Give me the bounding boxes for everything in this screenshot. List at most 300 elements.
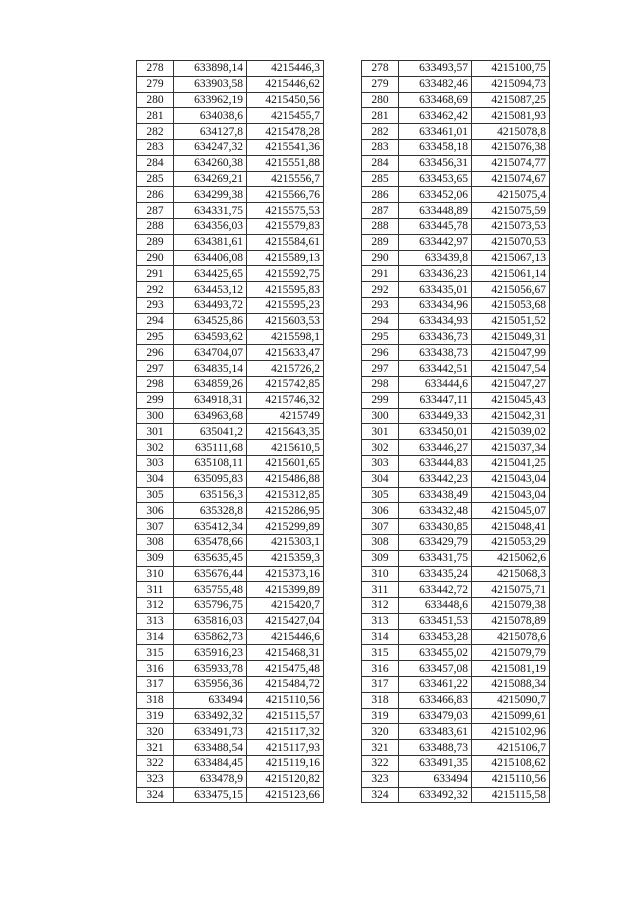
x-coordinate-cell: 634918,31	[174, 392, 247, 408]
table-row	[137, 408, 324, 424]
point-number-cell: 323	[137, 771, 174, 787]
point-number-cell: 323	[362, 771, 399, 787]
table-row	[137, 471, 324, 487]
table-row	[137, 582, 324, 598]
x-coordinate-cell: 633446,27	[399, 440, 472, 456]
point-number-cell: 319	[362, 708, 399, 724]
x-coordinate-cell: 634406,08	[174, 250, 247, 266]
point-number-cell: 301	[137, 424, 174, 440]
table-row	[362, 203, 550, 219]
table-row	[137, 61, 324, 77]
point-number-cell: 281	[137, 108, 174, 124]
table-row	[362, 487, 550, 503]
x-coordinate-cell: 635635,45	[174, 550, 247, 566]
x-coordinate-cell: 633442,51	[399, 361, 472, 377]
point-number-cell: 312	[362, 598, 399, 614]
point-number-cell: 288	[362, 218, 399, 234]
x-coordinate-cell: 633494	[174, 692, 247, 708]
table-row	[362, 692, 550, 708]
point-number-cell: 305	[362, 487, 399, 503]
y-coordinate-cell: 4215299,89	[247, 519, 324, 535]
table-row	[137, 455, 324, 471]
coordinates-table-right	[361, 60, 550, 803]
table-row	[137, 155, 324, 171]
table-row	[137, 629, 324, 645]
coordinates-table-left-body	[137, 61, 324, 803]
point-number-cell: 319	[137, 708, 174, 724]
table-row	[362, 408, 550, 424]
x-coordinate-cell: 633442,97	[399, 234, 472, 250]
x-coordinate-cell: 635916,23	[174, 645, 247, 661]
table-row	[137, 108, 324, 124]
table-row	[137, 139, 324, 155]
x-coordinate-cell: 634331,75	[174, 203, 247, 219]
point-number-cell: 290	[362, 250, 399, 266]
y-coordinate-cell: 4215061,14	[472, 266, 550, 282]
table-row	[362, 92, 550, 108]
x-coordinate-cell: 635676,44	[174, 566, 247, 582]
point-number-cell: 278	[362, 61, 399, 77]
point-number-cell: 321	[362, 740, 399, 756]
x-coordinate-cell: 633458,18	[399, 139, 472, 155]
x-coordinate-cell: 635796,75	[174, 598, 247, 614]
y-coordinate-cell: 4215579,83	[247, 218, 324, 234]
table-row	[362, 376, 550, 392]
y-coordinate-cell: 4215603,53	[247, 313, 324, 329]
table-row	[137, 92, 324, 108]
table-row	[137, 376, 324, 392]
table-row	[362, 61, 550, 77]
y-coordinate-cell: 4215478,28	[247, 124, 324, 140]
y-coordinate-cell: 4215073,53	[472, 218, 550, 234]
point-number-cell: 289	[362, 234, 399, 250]
x-coordinate-cell: 634269,21	[174, 171, 247, 187]
y-coordinate-cell: 4215108,62	[472, 756, 550, 772]
table-row	[362, 471, 550, 487]
x-coordinate-cell: 635108,11	[174, 455, 247, 471]
x-coordinate-cell: 633434,93	[399, 313, 472, 329]
point-number-cell: 284	[362, 155, 399, 171]
y-coordinate-cell: 4215043,04	[472, 471, 550, 487]
table-row	[137, 645, 324, 661]
x-coordinate-cell: 634835,14	[174, 361, 247, 377]
y-coordinate-cell: 4215633,47	[247, 345, 324, 361]
table-row	[362, 155, 550, 171]
point-number-cell: 298	[362, 376, 399, 392]
y-coordinate-cell: 4215049,31	[472, 329, 550, 345]
point-number-cell: 304	[362, 471, 399, 487]
y-coordinate-cell: 4215551,88	[247, 155, 324, 171]
point-number-cell: 289	[137, 234, 174, 250]
point-number-cell: 307	[137, 519, 174, 535]
y-coordinate-cell: 4215589,13	[247, 250, 324, 266]
table-row	[362, 187, 550, 203]
point-number-cell: 314	[137, 629, 174, 645]
x-coordinate-cell: 633455,02	[399, 645, 472, 661]
point-number-cell: 293	[362, 297, 399, 313]
y-coordinate-cell: 4215446,3	[247, 61, 324, 77]
table-row	[137, 550, 324, 566]
point-number-cell: 313	[137, 613, 174, 629]
y-coordinate-cell: 4215427,04	[247, 613, 324, 629]
y-coordinate-cell: 4215746,32	[247, 392, 324, 408]
point-number-cell: 286	[362, 187, 399, 203]
y-coordinate-cell: 4215088,34	[472, 677, 550, 693]
table-row	[137, 661, 324, 677]
y-coordinate-cell: 4215047,27	[472, 376, 550, 392]
point-number-cell: 285	[362, 171, 399, 187]
x-coordinate-cell: 634381,61	[174, 234, 247, 250]
point-number-cell: 322	[362, 756, 399, 772]
coordinates-table-left	[136, 60, 324, 803]
point-number-cell: 282	[137, 124, 174, 140]
x-coordinate-cell: 633461,22	[399, 677, 472, 693]
point-number-cell: 318	[137, 692, 174, 708]
point-number-cell: 297	[137, 361, 174, 377]
table-row	[362, 108, 550, 124]
point-number-cell: 290	[137, 250, 174, 266]
y-coordinate-cell: 4215575,53	[247, 203, 324, 219]
x-coordinate-cell: 633442,23	[399, 471, 472, 487]
point-number-cell: 308	[362, 534, 399, 550]
y-coordinate-cell: 4215455,7	[247, 108, 324, 124]
table-row	[137, 424, 324, 440]
y-coordinate-cell: 4215102,96	[472, 724, 550, 740]
point-number-cell: 296	[137, 345, 174, 361]
table-row	[137, 756, 324, 772]
y-coordinate-cell: 4215595,23	[247, 297, 324, 313]
x-coordinate-cell: 633492,32	[399, 787, 472, 803]
x-coordinate-cell: 633436,73	[399, 329, 472, 345]
x-coordinate-cell: 633448,6	[399, 598, 472, 614]
y-coordinate-cell: 4215450,56	[247, 92, 324, 108]
point-number-cell: 313	[362, 613, 399, 629]
table-row	[362, 613, 550, 629]
y-coordinate-cell: 4215117,32	[247, 724, 324, 740]
x-coordinate-cell: 633456,31	[399, 155, 472, 171]
point-number-cell: 292	[137, 282, 174, 298]
table-row	[362, 139, 550, 155]
y-coordinate-cell: 4215610,5	[247, 440, 324, 456]
table-row	[137, 677, 324, 693]
point-number-cell: 283	[362, 139, 399, 155]
table-row	[362, 250, 550, 266]
table-row	[137, 613, 324, 629]
table-row	[362, 740, 550, 756]
point-number-cell: 302	[362, 440, 399, 456]
x-coordinate-cell: 634260,38	[174, 155, 247, 171]
table-row	[362, 297, 550, 313]
y-coordinate-cell: 4215042,31	[472, 408, 550, 424]
x-coordinate-cell: 635862,73	[174, 629, 247, 645]
x-coordinate-cell: 633453,28	[399, 629, 472, 645]
x-coordinate-cell: 633484,45	[174, 756, 247, 772]
point-number-cell: 299	[137, 392, 174, 408]
y-coordinate-cell: 4215100,75	[472, 61, 550, 77]
y-coordinate-cell: 4215110,56	[247, 692, 324, 708]
table-row	[362, 124, 550, 140]
point-number-cell: 305	[137, 487, 174, 503]
y-coordinate-cell: 4215043,04	[472, 487, 550, 503]
point-number-cell: 312	[137, 598, 174, 614]
table-row	[137, 503, 324, 519]
y-coordinate-cell: 4215468,31	[247, 645, 324, 661]
table-row	[362, 661, 550, 677]
x-coordinate-cell: 634299,38	[174, 187, 247, 203]
table-row	[362, 771, 550, 787]
table-row	[137, 771, 324, 787]
x-coordinate-cell: 633482,46	[399, 76, 472, 92]
point-number-cell: 291	[362, 266, 399, 282]
table-row	[137, 787, 324, 803]
x-coordinate-cell: 633438,73	[399, 345, 472, 361]
y-coordinate-cell: 4215399,89	[247, 582, 324, 598]
x-coordinate-cell: 633429,79	[399, 534, 472, 550]
table-row	[362, 313, 550, 329]
y-coordinate-cell: 4215475,48	[247, 661, 324, 677]
table-row	[362, 503, 550, 519]
x-coordinate-cell: 633491,73	[174, 724, 247, 740]
point-number-cell: 307	[362, 519, 399, 535]
table-row	[137, 345, 324, 361]
table-row	[362, 440, 550, 456]
x-coordinate-cell: 634356,03	[174, 218, 247, 234]
y-coordinate-cell: 4215094,73	[472, 76, 550, 92]
point-number-cell: 285	[137, 171, 174, 187]
table-row	[137, 740, 324, 756]
x-coordinate-cell: 634038,6	[174, 108, 247, 124]
y-coordinate-cell: 4215053,68	[472, 297, 550, 313]
y-coordinate-cell: 4215074,67	[472, 171, 550, 187]
y-coordinate-cell: 4215075,4	[472, 187, 550, 203]
point-number-cell: 304	[137, 471, 174, 487]
table-row	[362, 645, 550, 661]
point-number-cell: 306	[137, 503, 174, 519]
point-number-cell: 310	[362, 566, 399, 582]
x-coordinate-cell: 635755,48	[174, 582, 247, 598]
x-coordinate-cell: 635816,03	[174, 613, 247, 629]
y-coordinate-cell: 4215045,07	[472, 503, 550, 519]
y-coordinate-cell: 4215081,93	[472, 108, 550, 124]
coordinates-table-right-body	[362, 61, 550, 803]
table-row	[137, 487, 324, 503]
y-coordinate-cell: 4215075,71	[472, 582, 550, 598]
x-coordinate-cell: 635412,34	[174, 519, 247, 535]
y-coordinate-cell: 4215601,65	[247, 455, 324, 471]
x-coordinate-cell: 633475,15	[174, 787, 247, 803]
table-row	[137, 76, 324, 92]
y-coordinate-cell: 4215420,7	[247, 598, 324, 614]
point-number-cell: 311	[362, 582, 399, 598]
y-coordinate-cell: 4215115,58	[472, 787, 550, 803]
y-coordinate-cell: 4215062,6	[472, 550, 550, 566]
y-coordinate-cell: 4215078,6	[472, 629, 550, 645]
y-coordinate-cell: 4215541,36	[247, 139, 324, 155]
point-number-cell: 309	[362, 550, 399, 566]
y-coordinate-cell: 4215286,95	[247, 503, 324, 519]
y-coordinate-cell: 4215045,43	[472, 392, 550, 408]
y-coordinate-cell: 4215099,61	[472, 708, 550, 724]
table-row	[137, 392, 324, 408]
y-coordinate-cell: 4215051,52	[472, 313, 550, 329]
x-coordinate-cell: 633439,8	[399, 250, 472, 266]
table-row	[362, 582, 550, 598]
x-coordinate-cell: 633493,57	[399, 61, 472, 77]
point-number-cell: 317	[137, 677, 174, 693]
y-coordinate-cell: 4215074,77	[472, 155, 550, 171]
table-row	[362, 76, 550, 92]
x-coordinate-cell: 634247,32	[174, 139, 247, 155]
x-coordinate-cell: 633483,61	[399, 724, 472, 740]
table-row	[362, 756, 550, 772]
y-coordinate-cell: 4215556,7	[247, 171, 324, 187]
table-row	[362, 361, 550, 377]
point-number-cell: 314	[362, 629, 399, 645]
y-coordinate-cell: 4215067,13	[472, 250, 550, 266]
table-row	[137, 313, 324, 329]
x-coordinate-cell: 634525,86	[174, 313, 247, 329]
table-row	[137, 724, 324, 740]
x-coordinate-cell: 633430,85	[399, 519, 472, 535]
table-row	[362, 218, 550, 234]
point-number-cell: 321	[137, 740, 174, 756]
table-row	[362, 392, 550, 408]
x-coordinate-cell: 633449,33	[399, 408, 472, 424]
point-number-cell: 280	[137, 92, 174, 108]
x-coordinate-cell: 634453,12	[174, 282, 247, 298]
point-number-cell: 294	[137, 313, 174, 329]
y-coordinate-cell: 4215595,83	[247, 282, 324, 298]
x-coordinate-cell: 633457,08	[399, 661, 472, 677]
y-coordinate-cell: 4215566,76	[247, 187, 324, 203]
y-coordinate-cell: 4215048,41	[472, 519, 550, 535]
point-number-cell: 309	[137, 550, 174, 566]
point-number-cell: 316	[362, 661, 399, 677]
table-row	[362, 708, 550, 724]
x-coordinate-cell: 633466,83	[399, 692, 472, 708]
x-coordinate-cell: 633479,03	[399, 708, 472, 724]
x-coordinate-cell: 634127,8	[174, 124, 247, 140]
y-coordinate-cell: 4215373,16	[247, 566, 324, 582]
point-number-cell: 303	[137, 455, 174, 471]
y-coordinate-cell: 4215106,7	[472, 740, 550, 756]
table-row	[362, 234, 550, 250]
table-row	[137, 187, 324, 203]
x-coordinate-cell: 633444,6	[399, 376, 472, 392]
table-row	[362, 424, 550, 440]
x-coordinate-cell: 635328,8	[174, 503, 247, 519]
point-number-cell: 291	[137, 266, 174, 282]
y-coordinate-cell: 4215486,88	[247, 471, 324, 487]
table-row	[362, 345, 550, 361]
point-number-cell: 300	[362, 408, 399, 424]
y-coordinate-cell: 4215484,72	[247, 677, 324, 693]
y-coordinate-cell: 4215312,85	[247, 487, 324, 503]
table-row	[137, 297, 324, 313]
x-coordinate-cell: 633492,32	[174, 708, 247, 724]
y-coordinate-cell: 4215742,85	[247, 376, 324, 392]
table-row	[137, 218, 324, 234]
point-number-cell: 315	[362, 645, 399, 661]
y-coordinate-cell: 4215068,3	[472, 566, 550, 582]
x-coordinate-cell: 633452,06	[399, 187, 472, 203]
y-coordinate-cell: 4215079,38	[472, 598, 550, 614]
table-row	[362, 629, 550, 645]
y-coordinate-cell: 4215037,34	[472, 440, 550, 456]
point-number-cell: 324	[137, 787, 174, 803]
x-coordinate-cell: 635156,3	[174, 487, 247, 503]
point-number-cell: 303	[362, 455, 399, 471]
point-number-cell: 306	[362, 503, 399, 519]
table-row	[362, 550, 550, 566]
x-coordinate-cell: 633903,58	[174, 76, 247, 92]
x-coordinate-cell: 633436,23	[399, 266, 472, 282]
x-coordinate-cell: 633435,01	[399, 282, 472, 298]
table-row	[137, 282, 324, 298]
y-coordinate-cell: 4215598,1	[247, 329, 324, 345]
x-coordinate-cell: 633444,83	[399, 455, 472, 471]
point-number-cell: 320	[137, 724, 174, 740]
y-coordinate-cell: 4215726,2	[247, 361, 324, 377]
y-coordinate-cell: 4215090,7	[472, 692, 550, 708]
point-number-cell: 308	[137, 534, 174, 550]
x-coordinate-cell: 633462,42	[399, 108, 472, 124]
table-row	[137, 234, 324, 250]
x-coordinate-cell: 633448,89	[399, 203, 472, 219]
x-coordinate-cell: 635041,2	[174, 424, 247, 440]
y-coordinate-cell: 4215120,82	[247, 771, 324, 787]
x-coordinate-cell: 633962,19	[174, 92, 247, 108]
x-coordinate-cell: 634593,62	[174, 329, 247, 345]
x-coordinate-cell: 634859,26	[174, 376, 247, 392]
point-number-cell: 279	[362, 76, 399, 92]
table-row	[137, 171, 324, 187]
table-row	[362, 724, 550, 740]
table-row	[137, 692, 324, 708]
point-number-cell: 310	[137, 566, 174, 582]
table-row	[137, 361, 324, 377]
point-number-cell: 317	[362, 677, 399, 693]
y-coordinate-cell: 4215056,67	[472, 282, 550, 298]
y-coordinate-cell: 4215078,89	[472, 613, 550, 629]
point-number-cell: 295	[137, 329, 174, 345]
x-coordinate-cell: 633435,24	[399, 566, 472, 582]
point-number-cell: 302	[137, 440, 174, 456]
point-number-cell: 298	[137, 376, 174, 392]
table-row	[362, 519, 550, 535]
x-coordinate-cell: 633451,53	[399, 613, 472, 629]
table-row	[137, 440, 324, 456]
point-number-cell: 324	[362, 787, 399, 803]
point-number-cell: 300	[137, 408, 174, 424]
y-coordinate-cell: 4215047,54	[472, 361, 550, 377]
x-coordinate-cell: 633478,9	[174, 771, 247, 787]
point-number-cell: 280	[362, 92, 399, 108]
point-number-cell: 281	[362, 108, 399, 124]
x-coordinate-cell: 633431,75	[399, 550, 472, 566]
point-number-cell: 295	[362, 329, 399, 345]
table-row	[362, 534, 550, 550]
x-coordinate-cell: 633491,35	[399, 756, 472, 772]
table-row	[137, 598, 324, 614]
x-coordinate-cell: 633488,73	[399, 740, 472, 756]
y-coordinate-cell: 4215075,59	[472, 203, 550, 219]
table-row	[137, 534, 324, 550]
y-coordinate-cell: 4215047,99	[472, 345, 550, 361]
y-coordinate-cell: 4215076,38	[472, 139, 550, 155]
x-coordinate-cell: 634963,68	[174, 408, 247, 424]
point-number-cell: 284	[137, 155, 174, 171]
